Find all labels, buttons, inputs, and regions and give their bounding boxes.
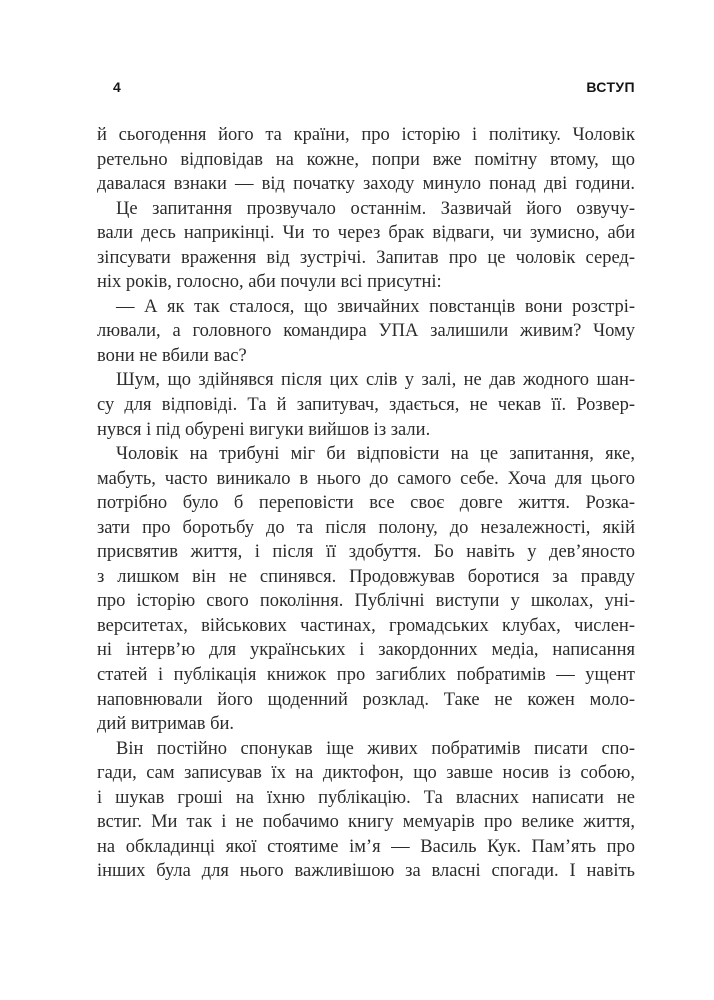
paragraph <box>97 368 635 442</box>
running-title: ВСТУП <box>586 79 635 95</box>
text-line: нувся і під обурені вигуки вийшов із зали. <box>97 419 431 440</box>
text-line: потрібно було б переповісти все своє довге життя. Розка- <box>97 493 635 514</box>
paragraph <box>97 123 635 197</box>
text-line: Чоловік на трибуні міг би відповісти на це запитання, яке, <box>116 444 635 465</box>
text-line: ні інтерв’ю для українських і закордонних медіа, написання <box>97 640 635 661</box>
page-header <box>97 79 635 96</box>
text-line: лювали, а головного командира УПА залишили живим? Чому <box>97 321 635 342</box>
text-line: ретельно відповідав на кожне, попри вже помітну втому, що <box>97 149 635 170</box>
text-line: дий витримав би. <box>97 714 235 735</box>
paragraph <box>97 197 635 295</box>
paragraph <box>97 295 635 369</box>
text-line: вали десь наприкінці. Чи то через брак відваги, чи зумисно, аби <box>97 223 635 244</box>
text-line: статей і публікація книжок про загиблих побратимів — ущент <box>97 665 635 686</box>
text-line: ніх років, голосно, аби почули всі присутні: <box>97 272 442 293</box>
paragraph <box>97 442 635 737</box>
text-line: інших була для нього важливішою за власні спогади. І навіть <box>97 861 635 882</box>
text-line: зати про боротьбу до та після полону, до незалежності, якій <box>97 517 635 538</box>
text-line: Він постійно спонукав іще живих побратимів писати спо- <box>116 738 635 759</box>
text-line: наповнювали його щоденний розклад. Таке не кожен моло- <box>97 689 635 710</box>
text-line: вони не вбили вас? <box>97 345 247 366</box>
text-line: і шукав гроші на їхню публікацію. Та власних написати не <box>97 787 635 808</box>
page-number: 4 <box>113 79 122 95</box>
text-line: Це запитання прозвучало останнім. Зазвичай його озвучу- <box>116 198 635 219</box>
text-line: давалася взнаки — від початку заходу минуло понад дві години. <box>97 174 635 195</box>
text-line: й сьогодення його та країни, про історію і політику. Чоловік <box>97 125 635 145</box>
text-line: на обкладинці якої стоятиме ім’я — Василь Кук. Пам’ять про <box>97 836 635 857</box>
text-line: — А як так сталося, що звичайних повстанців вони розстрі- <box>116 296 635 317</box>
text-line: су для відповіді. Та й запитувач, здається, не чекав її. Розвер- <box>97 395 635 416</box>
text-line: з лишком він не спинявся. Продовжував боротися за правду <box>97 566 635 587</box>
text-line: Шум, що здійнявся після цих слів у залі, не дав жодного шан- <box>116 370 635 391</box>
text-line: верситетах, військових частинах, громадських клубах, числен- <box>97 615 635 636</box>
text-line: мабуть, часто виникало в нього до самого себе. Хоча для цього <box>97 468 635 489</box>
text-line: гади, сам записував їх на диктофон, що завше носив із собою, <box>97 763 635 784</box>
body-text <box>97 123 635 884</box>
paragraph <box>97 737 635 884</box>
text-line: присвятив життя, і після її здобуття. Бо навіть у дев’яносто <box>97 542 635 563</box>
text-line: зіпсувати враження від зустрічі. Запитав про це чоловік серед- <box>97 247 635 268</box>
text-line: встиг. Ми так і не побачимо книгу мемуарів про велике життя, <box>97 812 635 833</box>
text-line: про історію свого покоління. Публічні виступи у школах, уні- <box>97 591 635 612</box>
